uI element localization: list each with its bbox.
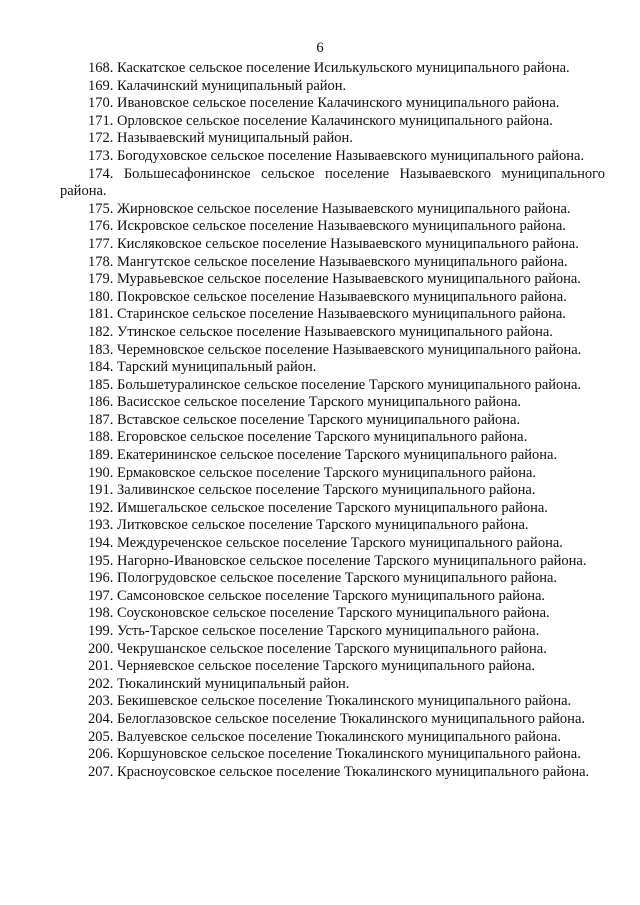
list-item: 191. Заливинское сельское поселение Тарского муниципального района. <box>88 482 536 499</box>
list-item: 206. Коршуновское сельское поселение Тюкалинского муниципального района. <box>88 746 581 763</box>
list-item: 171. Орловское сельское поселение Калачинского муниципального района. <box>88 112 553 129</box>
list-item: 204. Белоглазовское сельское поселение Тюкалинского муниципального района. <box>88 710 586 727</box>
list-item: 183. Черемновское сельское поселение Называевского муниципального района. <box>88 341 582 358</box>
list-item: 180. Покровское сельское поселение Называевского муниципального района. <box>88 288 567 305</box>
list-item: 188. Егоровское сельское поселение Тарского муниципального района. <box>88 429 528 446</box>
list-item: 199. Усть-Тарское сельское поселение Тарского муниципального района. <box>88 623 540 639</box>
list-item: 178. Мангутское сельское поселение Называевского муниципального района. <box>88 253 568 270</box>
list-item: 170. Ивановское сельское поселение Калачинского муниципального района. <box>88 95 560 112</box>
list-item: 196. Пологрудовское сельское поселение Тарского муниципального района. <box>88 570 558 587</box>
list-item: 174. Большесафонинское сельское поселение Называевского муниципального района. <box>60 165 605 200</box>
list-item: 193. Литковское сельское поселение Тарского муниципального района. <box>88 517 529 534</box>
list-item: 200. Чекрушанское сельское поселение Тарского муниципального района. <box>88 640 547 657</box>
list-item: 201. Черняевское сельское поселение Тарского муниципального района. <box>88 658 536 675</box>
list-item: 190. Ермаковское сельское поселение Тарского муниципального района. <box>88 464 537 481</box>
list-item: 176. Искровское сельское поселение Называевского муниципального района. <box>88 218 566 235</box>
list-item: 182. Утинское сельское поселение Называевского муниципального района. <box>88 323 553 340</box>
list-item: 203. Бекишевское сельское поселение Тюкалинского муниципального района. <box>88 693 572 710</box>
list-item: 177. Кисляковское сельское поселение Называевского муниципального района. <box>88 235 579 252</box>
page-number: 6 <box>316 40 324 56</box>
list-item: 172. Называевский муниципальный район. <box>88 130 353 147</box>
list-item: 185. Большетуралинское сельское поселение Тарского муниципального района. <box>88 376 582 393</box>
list-item: 198. Соусконовское сельское поселение Тарского муниципального района. <box>88 605 550 622</box>
list-item: 181. Старинское сельское поселение Называевского муниципального района. <box>88 306 566 323</box>
list-item: 205. Валуевское сельское поселение Тюкалинского муниципального района. <box>88 728 561 745</box>
list-item: 197. Самсоновское сельское поселение Тарского муниципального района. <box>88 587 546 604</box>
list-item: 179. Муравьевское сельское поселение Называевского муниципального района. <box>88 271 581 288</box>
list-item: 202. Тюкалинский муниципальный район. <box>88 675 350 692</box>
list-item: 173. Богодуховское сельское поселение Называевского муниципального района. <box>88 147 585 164</box>
municipality-list <box>60 60 605 781</box>
list-item: 192. Имшегальское сельское поселение Тарского муниципального района. <box>88 499 548 516</box>
list-item: 175. Жирновское сельское поселение Называевского муниципального района. <box>88 200 571 217</box>
list-item: 194. Междуреченское сельское поселение Тарского муниципального района. <box>88 535 563 552</box>
list-item: 168. Каскатское сельское поселение Исилькульского муниципального района. <box>88 60 570 76</box>
list-item: 189. Екатерининское сельское поселение Тарского муниципального района. <box>88 447 558 464</box>
list-item: 169. Калачинский муниципальный район. <box>88 77 347 94</box>
list-item: 207. Красноусовское сельское поселение Тюкалинского муниципального района. <box>88 763 590 780</box>
list-item: 186. Васисское сельское поселение Тарского муниципального района. <box>88 394 522 411</box>
list-item: 187. Вставское сельское поселение Тарского муниципального района. <box>88 411 521 428</box>
list-item: 195. Нагорно-Ивановское сельское поселение Тарского муниципального района. <box>88 552 587 569</box>
list-item: 184. Тарский муниципальный район. <box>88 359 317 376</box>
